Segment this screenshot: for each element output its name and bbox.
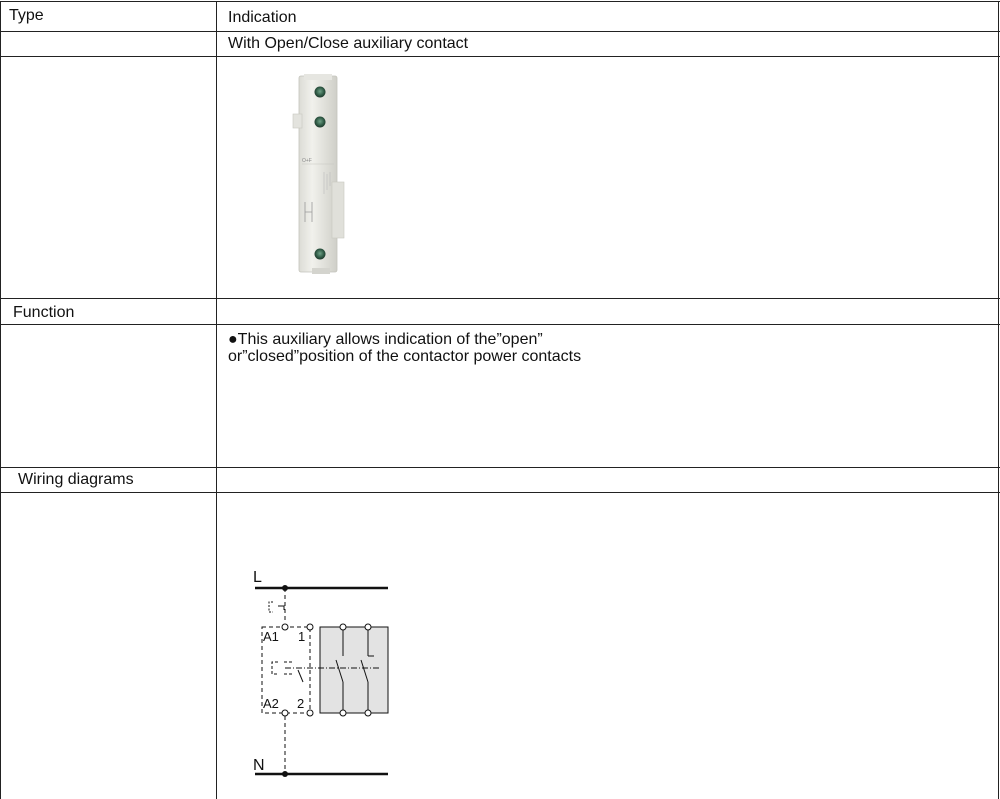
wiring-label: Wiring diagrams (18, 471, 134, 488)
line-N-label: N (253, 757, 265, 774)
function-label: Function (13, 304, 75, 321)
auxiliary-contact-product-image (290, 72, 348, 278)
terminal-A2: A2 (263, 696, 279, 711)
function-description-line2: or”closed”position of the contactor power contacts (228, 348, 582, 365)
terminal-2: 2 (297, 696, 305, 711)
row-divider (0, 492, 1000, 493)
row-divider (0, 56, 1000, 57)
wiring-diagram (240, 560, 400, 790)
function-description-line1: ●This auxiliary allows indication of the”open” (228, 331, 543, 348)
table-border-left (0, 1, 1, 799)
row-divider (0, 324, 1000, 325)
terminal-A1: A1 (263, 629, 279, 644)
terminal-1: 1 (298, 629, 306, 644)
type-value: Indication (228, 9, 297, 26)
svg-text:O+F: O+F (302, 158, 312, 164)
row-divider (0, 298, 1000, 299)
table-border-top (0, 1, 1000, 2)
row-divider (0, 467, 1000, 468)
line-L-label: L (253, 569, 262, 586)
column-divider (216, 1, 217, 799)
contact-value: With Open/Close auxiliary contact (228, 35, 469, 52)
table-border-right (998, 1, 999, 799)
row-divider (0, 31, 1000, 32)
type-label: Type (9, 7, 44, 24)
